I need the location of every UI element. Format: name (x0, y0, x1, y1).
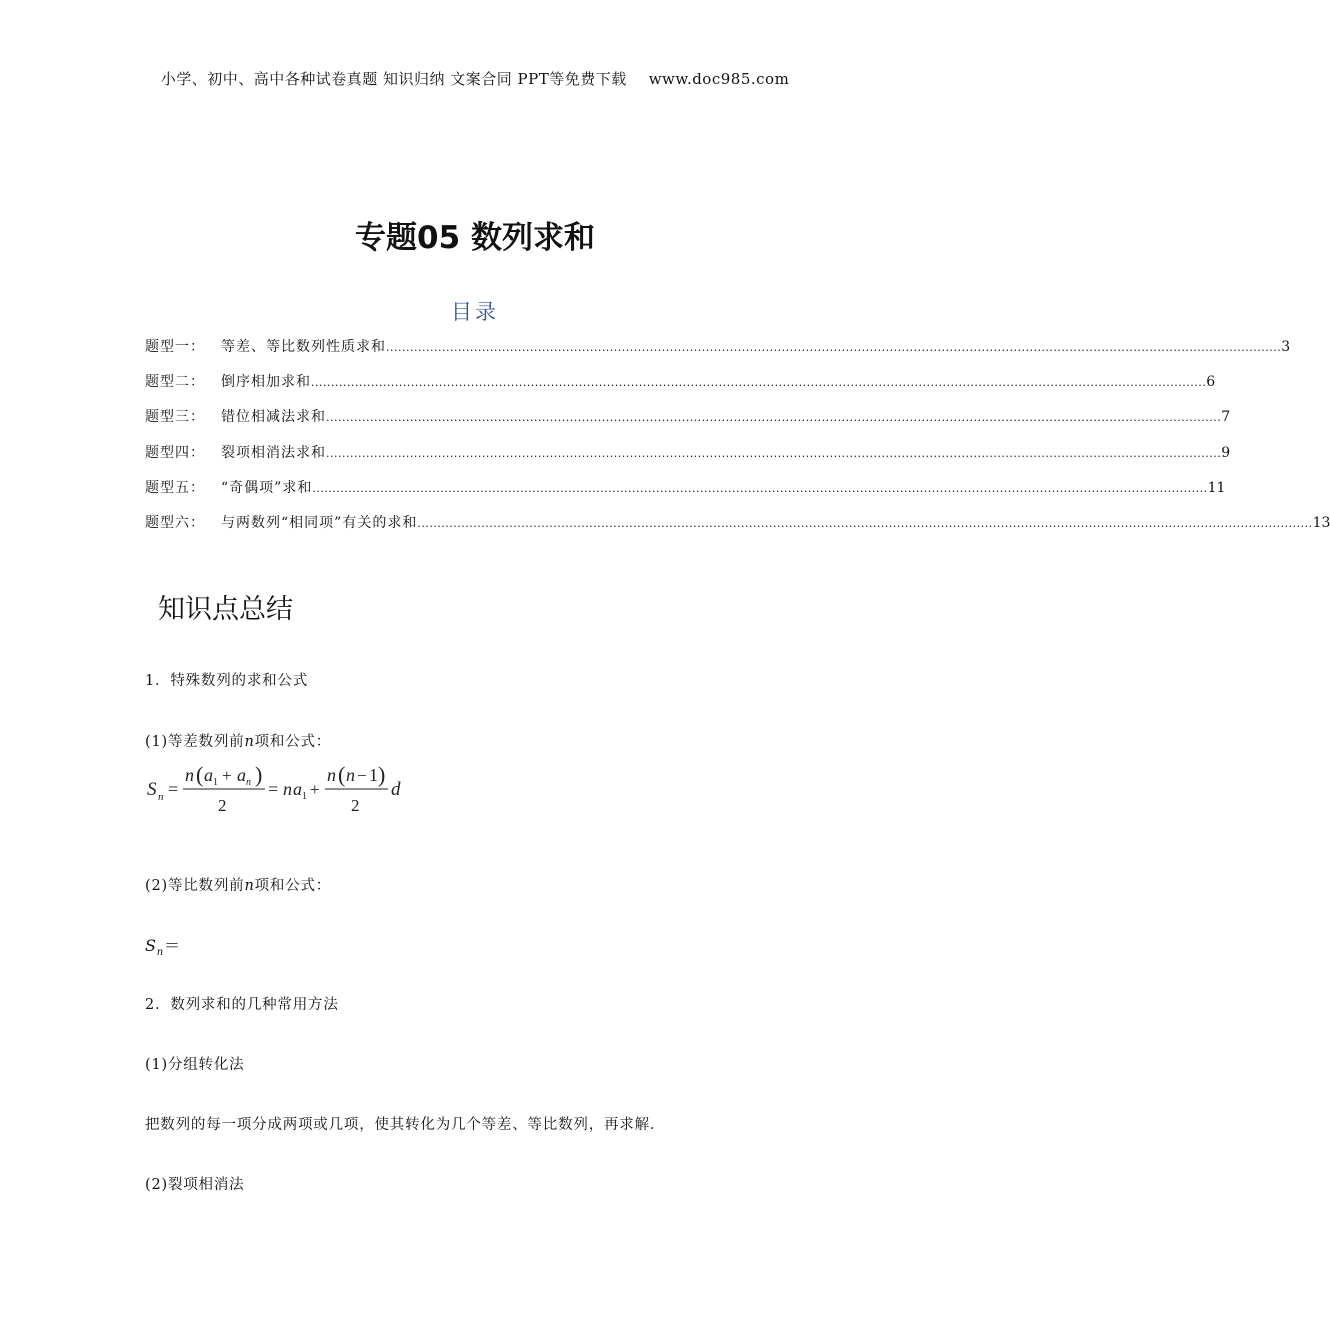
formula-rparen: ) (255, 762, 263, 787)
paragraph-telescoping: (2)裂项相消法 (145, 1177, 245, 1193)
toc-item-page: 11 (1207, 479, 1226, 496)
math-sub: n (156, 947, 165, 959)
formula-minus: − (357, 766, 367, 785)
toc-item-text: 裂项相消法求和 (221, 444, 326, 461)
header-site: www.doc985.com (648, 70, 790, 88)
text-span: (1)等差数列前 (145, 734, 245, 750)
toc-item-page: 9 (1221, 444, 1231, 461)
formula-one: 1 (369, 765, 378, 785)
text-span: 项和公式： (254, 878, 332, 894)
arithmetic-sum-formula (145, 760, 415, 818)
toc-leader: ................................................................................................................................................................................................................................ (326, 446, 1222, 460)
header-text: 小学、初中、高中各种试卷真题 知识归纳 文案合同 PPT等免费下载 (160, 70, 627, 88)
page-header (0, 68, 950, 89)
formula-plus: + (310, 780, 320, 799)
toc-item[interactable] (145, 336, 1291, 371)
toc-item-text: 与两数列“相同项”有关的求和 (221, 514, 418, 531)
formula-n: n (283, 779, 292, 799)
toc-leader: ................................................................................................................................................................................................................................ (326, 411, 1222, 425)
formula-lparen: ( (338, 762, 346, 787)
toc-item-text: 错位相减法求和 (221, 409, 326, 426)
formula-rparen: ) (378, 762, 386, 787)
toc-item-label: 题型一： (145, 339, 205, 355)
text-span: 项和公式： (254, 734, 332, 750)
toc-item-text: “奇偶项”求和 (221, 479, 313, 496)
formula-S: S (147, 779, 157, 800)
toc-leader: ................................................................................................................................................................................................................................ (386, 341, 1282, 354)
formula-plus: + (222, 766, 232, 785)
toc-item-page: 13 (1312, 514, 1330, 531)
formula-eq: = (168, 779, 179, 799)
formula-a: a (204, 765, 213, 785)
toc-item-page: 6 (1206, 374, 1216, 391)
toc-item-label: 题型四： (145, 444, 205, 461)
text-span: ＝ (164, 936, 181, 955)
toc-item-page: 3 (1281, 339, 1291, 355)
toc-item[interactable] (145, 406, 1231, 441)
toc-item-label: 题型二： (145, 374, 205, 391)
toc-item[interactable] (145, 477, 1226, 512)
paragraph-special-formulas: 1．特殊数列的求和公式 (145, 673, 309, 689)
paragraph-grouping-desc: 把数列的每一项分成两项或几项，使其转化为几个等差、等比数列，再求解． (145, 1117, 666, 1133)
formula-n: n (346, 765, 355, 785)
math-var: n (244, 878, 255, 894)
paragraph-arithmetic-sum (145, 730, 331, 751)
toc-item-page: 7 (1221, 409, 1231, 426)
toc-leader: ................................................................................................................................................................................................................................ (417, 516, 1313, 530)
toc-item-label: 题型五： (145, 479, 205, 496)
formula-lparen: ( (196, 762, 204, 787)
formula-sub-1: 1 (213, 777, 218, 788)
formula-sub-n: n (158, 791, 164, 803)
toc-heading: 目录 (451, 300, 499, 324)
toc-item[interactable] (145, 442, 1231, 477)
formula-n: n (327, 765, 336, 785)
section-heading: 知识点总结 (158, 594, 293, 625)
table-of-contents (145, 336, 1330, 547)
toc-leader: ................................................................................................................................................................................................................................ (311, 376, 1207, 390)
paragraph-geometric-sum (145, 874, 331, 895)
formula-sub-1: 1 (302, 791, 307, 802)
formula-n: n (185, 765, 194, 785)
formula-sub-n: n (246, 777, 251, 788)
document-title: 专题05 数列求和 (355, 220, 595, 256)
toc-item-label: 题型六： (145, 514, 205, 531)
toc-leader: ................................................................................................................................................................................................................................ (312, 481, 1208, 495)
formula-d: d (391, 779, 401, 800)
math-var: S (145, 936, 157, 955)
formula-denominator: 2 (351, 796, 360, 815)
paragraph-grouping: (1)分组转化法 (145, 1057, 245, 1073)
toc-item-text: 等差、等比数列性质求和 (221, 339, 386, 355)
toc-item[interactable] (145, 512, 1330, 547)
math-var: n (244, 734, 255, 750)
text-span: (2)等比数列前 (145, 878, 245, 894)
formula-eq: = (268, 779, 279, 799)
toc-item-label: 题型三： (145, 409, 205, 426)
toc-item[interactable] (145, 371, 1216, 406)
paragraph-methods: 2．数列求和的几种常用方法 (145, 997, 339, 1013)
formula-a: a (237, 765, 246, 785)
formula-a: a (293, 779, 302, 799)
paragraph-sn (145, 933, 181, 958)
formula-denominator: 2 (218, 796, 227, 815)
toc-item-text: 倒序相加求和 (221, 374, 311, 391)
